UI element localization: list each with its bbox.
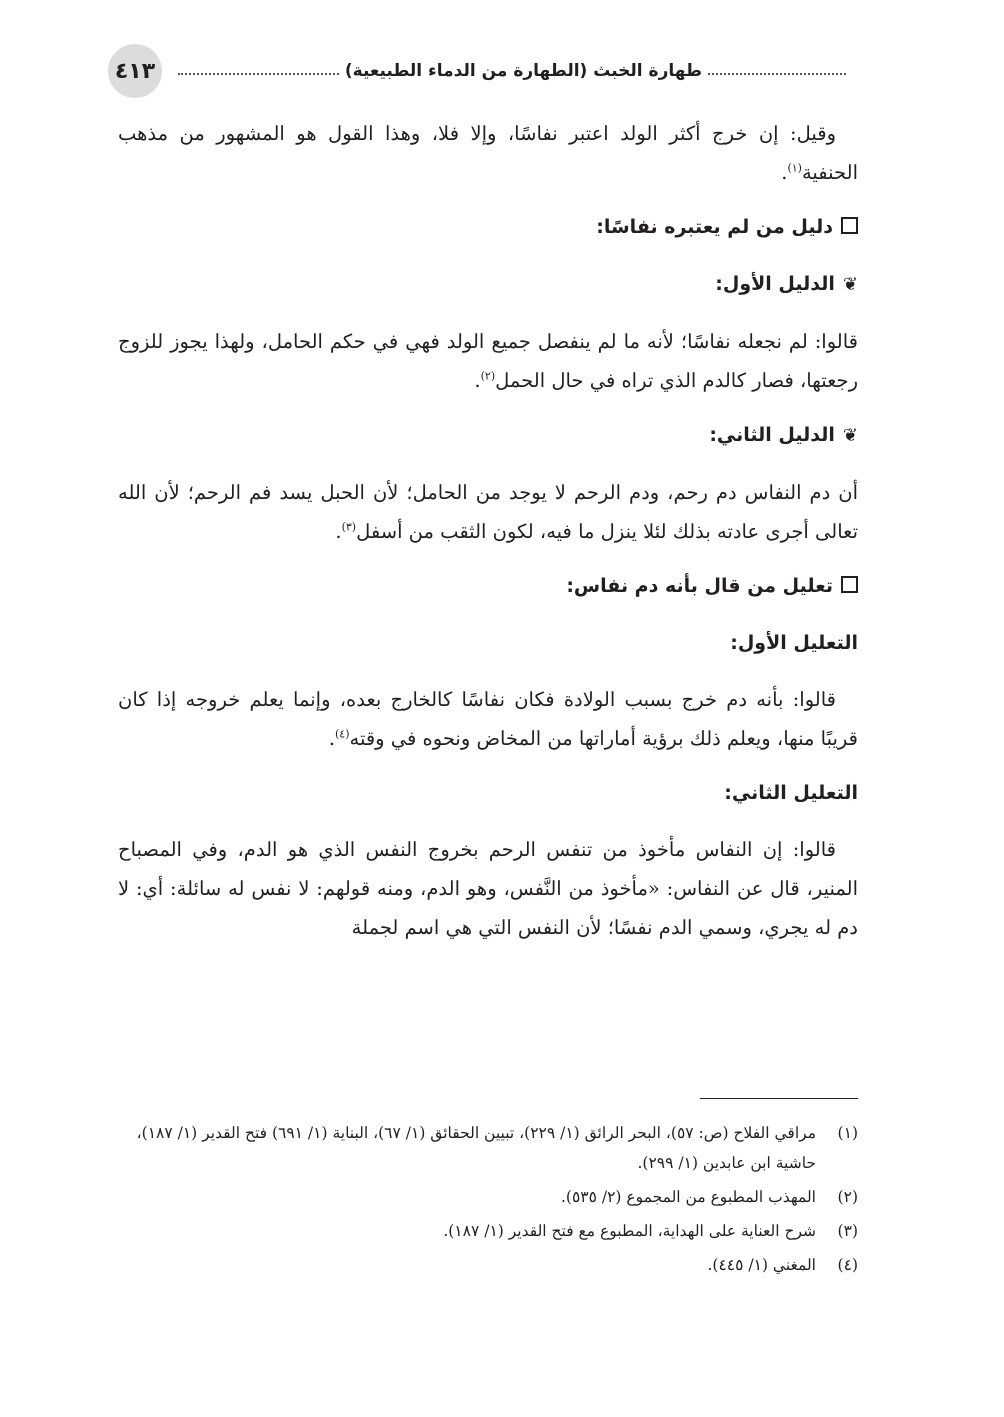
header-dot-leader-left: [178, 73, 339, 75]
header-dot-leader-right: [708, 73, 846, 75]
subsection-heading: التعليل الأول:: [730, 632, 858, 654]
section-heading: دليل من لم يعتبره نفاسًا:: [118, 207, 858, 247]
footnote: [118, 1250, 858, 1280]
running-header: [178, 54, 846, 88]
square-bullet-icon: [841, 217, 858, 234]
paragraph: قالوا: لم نجعله نفاسًا؛ لأنه ما لم ينفصل جميع الولد فهي في حكم الحامل، ولهذا يجوز للزوج رجعتها، فصار كالدم الذي تراه في حال الحمل$^{(٢)}$.: [118, 330, 858, 392]
square-bullet-icon: [841, 576, 858, 593]
subsection-heading: ❦الدليل الأول:: [118, 264, 858, 305]
footnote-text: شرح العناية على الهداية، المطبوع مع فتح القدير (١/ ١٨٧).: [443, 1222, 816, 1240]
paragraph: وقيل: إن خرج أكثر الولد اعتبر نفاسًا، وإلا فلا، وهذا القول هو المشهور من مذهب الحنفية$^{(١)}$.: [118, 122, 858, 184]
footnote-number: (٣): [837, 1222, 858, 1240]
footnotes: [118, 1118, 858, 1284]
footnote-text: مراقي الفلاح (ص: ٥٧)، البحر الرائق (١/ ٢٢٩)، تبيين الحقائق (١/ ٦٧)، البناية (١/ ٦٩١) فتح القدير (١/ ١٨٧)، حاشية ابن عابدين (١/ ٢٩٩).: [136, 1124, 816, 1172]
leaf-ornament-icon: ❦: [842, 274, 858, 295]
main-text: [118, 114, 858, 962]
footnote-ref[interactable]: (١): [787, 161, 802, 175]
subsection-heading: ❦الدليل الثاني:: [118, 415, 858, 456]
footnote: [118, 1118, 858, 1178]
section-heading: تعليل من قال بأنه دم نفاس:: [118, 566, 858, 606]
paragraph: قالوا: إن النفاس مأخوذ من تنفس الرحم بخروج النفس الذي هو الدم، وفي المصباح المنير، قال عن النفاس: «مأخوذ من النَّفس، وهو الدم، ومنه قولهم: لا نفس له سائلة: أي: لا دم له يجري، وسمي الدم نفسًا؛ لأن النفس التي هي اسم لجملة: [118, 838, 858, 939]
page-number: ٤١٣: [108, 44, 162, 98]
footnote: [118, 1182, 858, 1212]
leaf-ornament-icon: ❦: [842, 425, 858, 446]
footnote-text: المغني (١/ ٤٤٥).: [707, 1256, 816, 1274]
running-title: طهارة الخبث (الطهارة من الدماء الطبيعية): [344, 61, 702, 81]
paragraph: أن دم النفاس دم رحم، ودم الرحم لا يوجد من الحامل؛ لأن الحبل يسد فم الرحم؛ لأن الله تعالى أجرى عادته بذلك لئلا ينزل ما فيه، لكون الثقب من أسفل$^{(٣)}$.: [118, 481, 858, 543]
footnote-text: المهذب المطبوع من المجموع (٢/ ٥٣٥).: [560, 1188, 816, 1206]
footnote-ref[interactable]: (٤): [334, 727, 350, 741]
footnote-number: (١): [837, 1124, 858, 1142]
footnote: [118, 1216, 858, 1246]
footnote-ref[interactable]: (٣): [341, 520, 357, 534]
footnote-number: (٤): [837, 1256, 858, 1274]
paragraph: قالوا: بأنه دم خرج بسبب الولادة فكان نفاسًا كالخارج بعده، وإنما يعلم خروجه إذا كان قريبًا منها، ويعلم ذلك برؤية أماراتها من المخاض ونحوه في وقته$^{(٤)}$.: [118, 688, 858, 750]
footnote-number: (٢): [837, 1188, 858, 1206]
footnote-separator: [700, 1098, 858, 1099]
subsection-heading: التعليل الثاني:: [724, 782, 858, 804]
footnote-ref[interactable]: (٢): [480, 369, 496, 383]
